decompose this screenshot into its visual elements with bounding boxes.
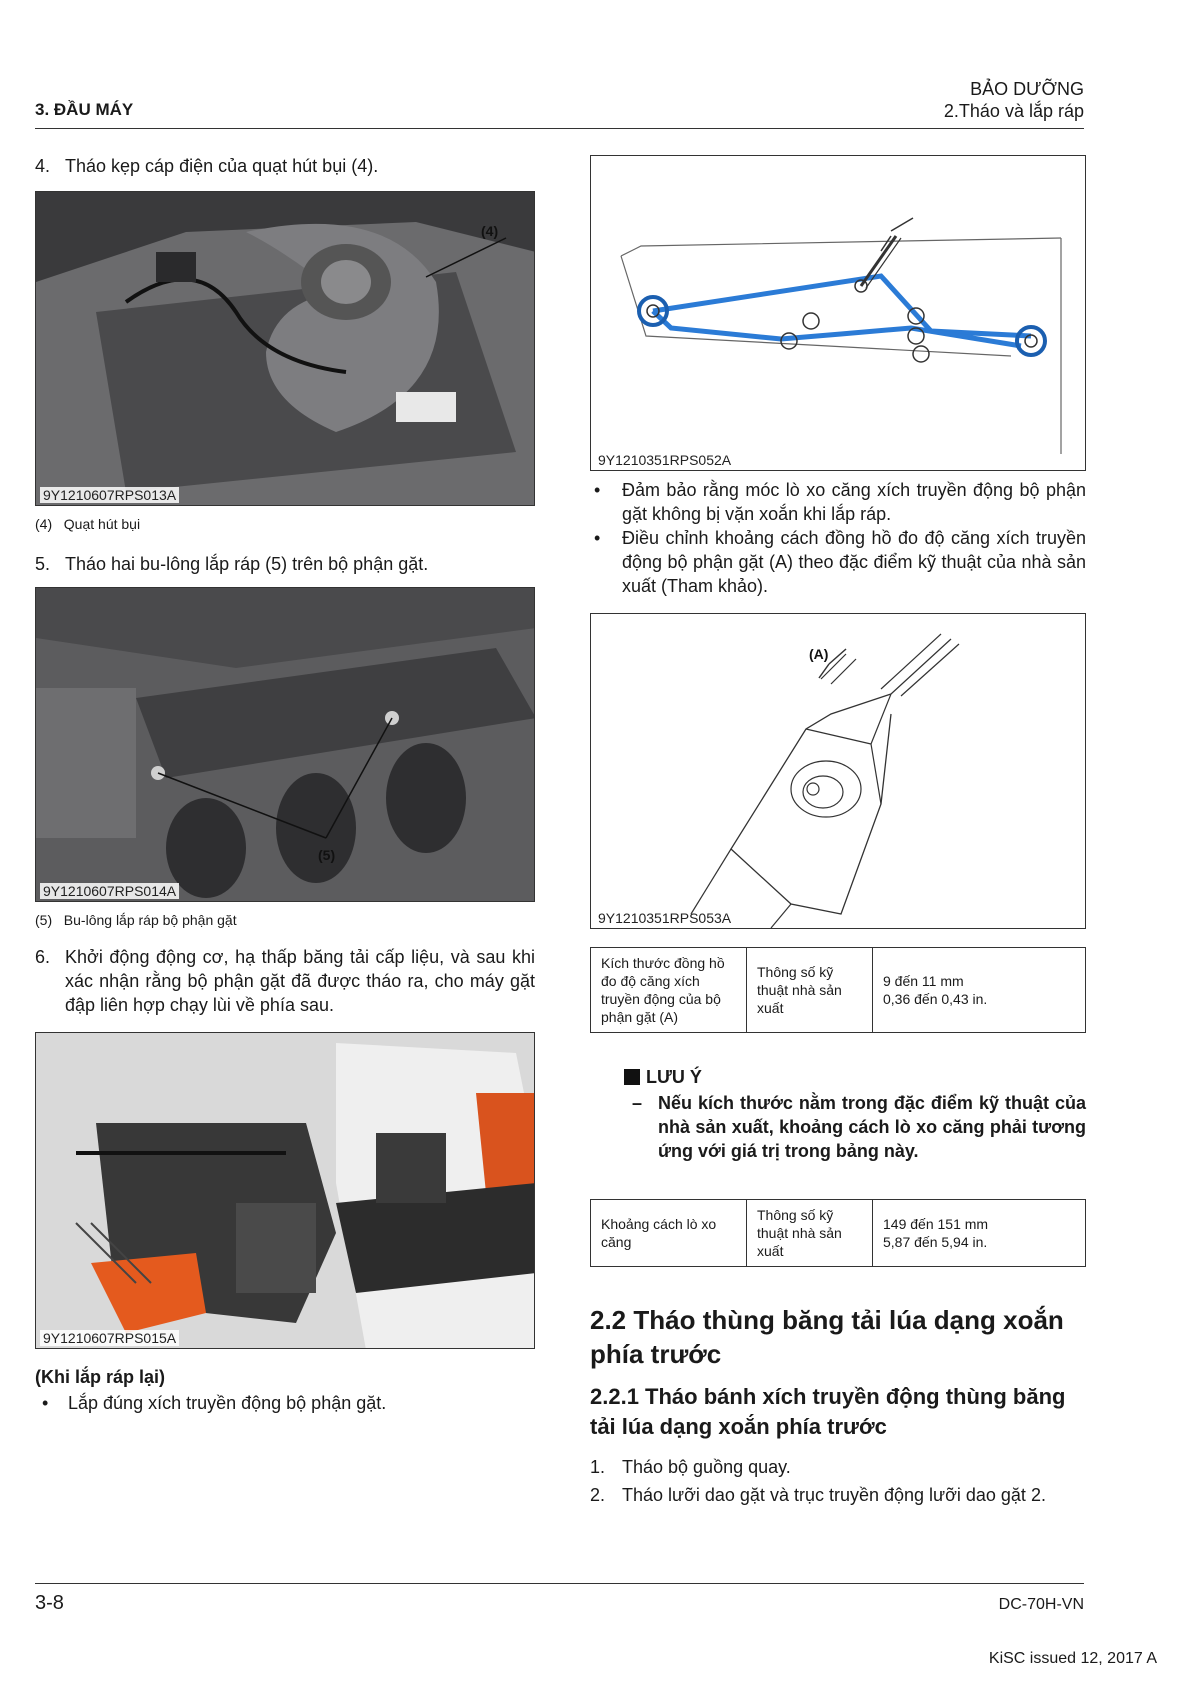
fig2-caption — [35, 911, 237, 929]
spec-table-gauge — [590, 947, 1086, 1033]
section-title: 3. ĐẦU MÁY — [35, 100, 134, 119]
fig1-caption — [35, 515, 140, 533]
right-bullet-2 — [594, 526, 1086, 598]
fig1-caption-number: (4) — [35, 516, 53, 532]
right-bullet-1 — [594, 478, 1086, 526]
fig1-callout: (4) — [481, 223, 499, 239]
header-subcategory: 2.Tháo và lắp ráp — [943, 101, 1084, 121]
fig3-id: 9Y1210607RPS015A — [40, 1330, 179, 1346]
fig2-caption-text: Bu-lông lắp ráp bộ phận gặt — [63, 912, 237, 928]
fig5-id: 9Y1210351RPS053A — [598, 910, 732, 926]
fig2-caption-number: (5) — [35, 912, 53, 928]
figure-gauge-diagram — [590, 613, 1086, 929]
bullet-dot: • — [42, 1393, 49, 1413]
step-6-text: Khởi động động cơ, hạ thấp băng tải cấp liệu, và sau khi xác nhận rằng bộ phận gặt đã được tháo ra, cho máy gặt đập liên hợp chạy lùi về phía sau. — [65, 947, 535, 1015]
fig2-callout: (5) — [318, 847, 336, 863]
combine-photo — [36, 1033, 535, 1349]
step-6-number: 6. — [35, 947, 51, 967]
right-bullet-1-text: Đảm bảo rằng móc lò xo căng xích truyền động bộ phận gặt không bị vặn xoắn khi lắp ráp. — [622, 480, 1086, 524]
right-step-2-number: 2. — [590, 1485, 606, 1505]
section-heading-2-2-1: 2.2.1 Tháo bánh xích truyền động thùng băng tải lúa dạng xoắn phía trước — [590, 1384, 1066, 1439]
table1-value-mm: 9 đến 11 mm — [883, 973, 964, 989]
footer-rule — [35, 1583, 1084, 1584]
step-4-number: 4. — [35, 156, 51, 176]
right-bullet-2-text: Điều chỉnh khoảng cách đồng hồ đo độ căng xích truyền động bộ phận gặt (A) theo đặc điểm kỹ thuật của nhà sản xuất (Tham khảo). — [622, 528, 1086, 596]
right-step-1-number: 1. — [590, 1457, 606, 1477]
note-body — [632, 1091, 1086, 1163]
right-step-1 — [590, 1455, 1086, 1479]
issued-note: KiSC issued 12, 2017 A — [988, 1650, 1157, 1667]
reassembly-title: (Khi lắp ráp lại) — [35, 1367, 166, 1387]
note-square-icon — [624, 1069, 640, 1085]
table2-value-mm: 149 đến 151 mm — [883, 1216, 989, 1232]
step-6 — [35, 945, 535, 1017]
dust-fan-photo — [36, 192, 535, 506]
fig2-id: 9Y1210607RPS014A — [40, 883, 179, 899]
page-number: 3-8 — [35, 1592, 64, 1614]
reassembly-bullet-1-text: Lắp đúng xích truyền động bộ phận gặt. — [68, 1393, 387, 1413]
figure-chain-diagram — [590, 155, 1086, 471]
table1-value-in: 0,36 đến 0,43 in. — [883, 991, 988, 1007]
table2-cell-item: Khoảng cách lò xo căng — [591, 1200, 747, 1267]
bullet-dot: • — [594, 480, 601, 500]
bullet-dot: • — [594, 528, 601, 548]
right-step-2 — [590, 1483, 1086, 1507]
fig1-caption-text: Quạt hút bụi — [63, 516, 141, 532]
header-rule — [35, 128, 1084, 129]
fig4-id: 9Y1210351RPS052A — [598, 452, 732, 468]
gauge-diagram — [591, 614, 1085, 928]
note-text: Nếu kích thước nằm trong đặc điểm kỹ thuật của nhà sản xuất, khoảng cách lò xo căng phải tương ứng với giá trị trong bảng này. — [658, 1093, 1086, 1161]
table2-value-in: 5,87 đến 5,94 in. — [883, 1234, 988, 1250]
table1-cell-item: Kích thước đồng hồ đo độ căng xích truyền động của bộ phận gặt (A) — [591, 948, 747, 1033]
table1-cell-spec: Thông số kỹ thuật nhà sản xuất — [747, 948, 873, 1033]
note-dash: – — [632, 1093, 643, 1113]
note-title-text: LƯU Ý — [646, 1067, 702, 1087]
section-heading-2-2: 2.2 Tháo thùng băng tải lúa dạng xoắn phía trước — [590, 1305, 1064, 1369]
step-5-text: Tháo hai bu-lông lắp ráp (5) trên bộ phận gặt. — [65, 554, 429, 574]
table2-cell-spec: Thông số kỹ thuật nhà sản xuất — [747, 1200, 873, 1267]
header-category: BẢO DƯỠNG — [970, 79, 1084, 99]
right-step-2-text: Tháo lưỡi dao gặt và trục truyền động lưỡi dao gặt 2. — [622, 1485, 1046, 1505]
fig5-callout: (A) — [809, 646, 829, 662]
mounting-bolts-photo — [36, 588, 535, 902]
figure-combine-reversing — [35, 1032, 535, 1349]
step-5 — [35, 552, 535, 576]
step-4-text: Tháo kẹp cáp điện của quạt hút bụi (4). — [65, 156, 379, 176]
figure-dust-fan — [35, 191, 535, 506]
right-step-1-text: Tháo bộ guồng quay. — [622, 1457, 791, 1477]
fig1-id: 9Y1210607RPS013A — [40, 487, 179, 503]
doc-code: DC-70H-VN — [998, 1596, 1084, 1613]
spec-table-spring — [590, 1199, 1086, 1267]
chain-diagram — [591, 156, 1085, 470]
header-right — [944, 78, 1084, 122]
table1-cell-value — [873, 948, 1086, 1033]
step-4 — [35, 154, 535, 178]
note-title — [624, 1067, 702, 1088]
step-5-number: 5. — [35, 554, 51, 574]
reassembly-bullet-1 — [42, 1391, 532, 1415]
table2-cell-value — [873, 1200, 1086, 1267]
figure-mounting-bolts — [35, 587, 535, 902]
